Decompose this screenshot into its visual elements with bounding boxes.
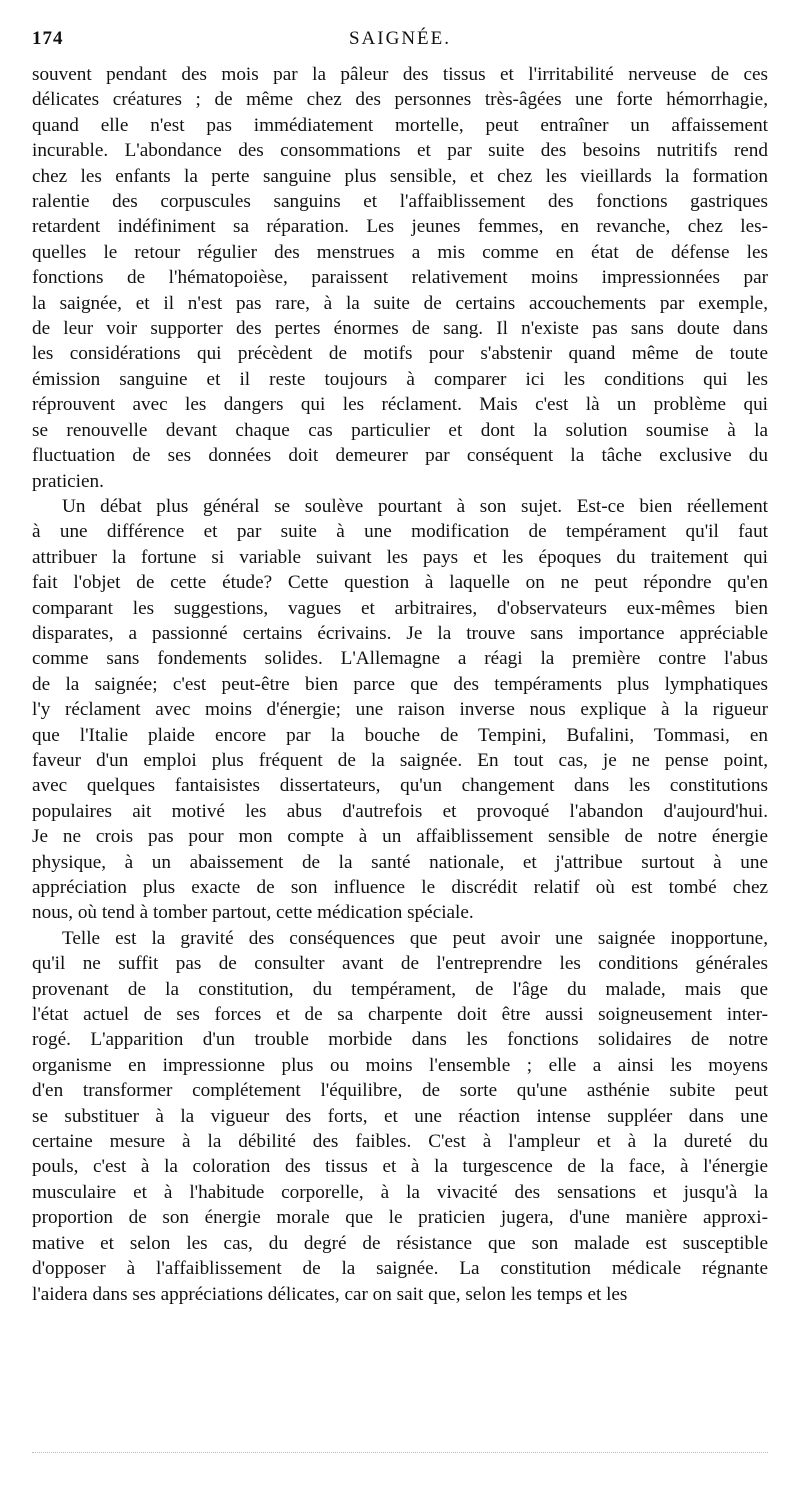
paragraph-3 [32,926,768,1307]
text-line: se renouvelle devant chaque cas particulier et dont la solution soumise à la [32,419,768,441]
text-line: disparates, a passionné certains écrivains. Je la trouve sans importance appréciable [32,622,768,644]
paragraph-2 [32,494,768,926]
text-line: proportion de son énergie morale que le praticien jugera, d'une manière approxi- [32,1207,768,1229]
running-title: SAIGNÉE. [348,28,452,49]
text-line: de la saignée; c'est peut-être bien parce que des tempéraments plus lymphatiques [32,673,768,695]
text-line: réprouvent avec les dangers qui les réclament. Mais c'est là un problème qui [32,394,768,416]
text-line: d'opposer à l'affaiblissement de la saignée. La constitution médicale régnante [32,1258,768,1280]
text-line: l'y réclament avec moins d'énergie; une raison inverse nous explique à la rigueur [32,699,768,721]
text-line: praticien. [32,470,104,492]
text-line: attribuer la fortune si variable suivant les pays et les époques du traitement qui [32,546,768,568]
text-line: qu'il ne suffit pas de consulter avant de l'entreprendre les conditions générales [32,953,768,975]
text-line: les considérations qui précèdent de motifs pour s'abstenir quand même de toute [32,343,768,365]
text-line: avec quelques fantaisistes dissertateurs, qu'un changement dans les constitutions [32,775,768,797]
page-bottom-edge [32,1452,768,1455]
text-line: fonctions de l'hématopoièse, paraissent relativement moins impressionnées par [32,267,768,289]
text-line: appréciation plus exacte de son influence le discrédit relatif où est tombé chez [32,877,768,898]
text-line: certaine mesure à la débilité des faibles. C'est à l'ampleur et à la dureté du [32,1131,768,1153]
text-line: de leur voir supporter des pertes énormes de sang. Il n'existe pas sans doute dans [32,318,768,340]
text-line: Telle est la gravité des conséquences que peut avoir une saignée inopportune, [62,927,768,949]
text-line: physique, à un abaissement de la santé nationale, et j'attribue surtout à une [32,851,768,873]
text-line: Je ne crois pas pour mon compte à un affaiblissement sensible de notre énergie [32,826,768,848]
text-line: fait l'objet de cette étude? Cette question à laquelle on ne peut répondre qu'en [32,572,768,594]
page-header [32,24,768,54]
text-line: souvent pendant des mois par la pâleur des tissus et l'irritabilité nerveuse de ces [32,64,768,85]
text-line: que l'Italie plaide encore par la bouche de Tempini, Bufalini, Tommasi, en [32,724,768,746]
text-line: se substituer à la vigueur des forts, et une réaction intense suppléer dans une [32,1105,768,1127]
text-line: comparant les suggestions, vagues et arbitraires, d'observateurs eux-mêmes bien [32,597,768,619]
text-line: mative et selon les cas, du degré de résistance que son malade est susceptible [32,1232,768,1254]
text-line: délicates créatures ; de même chez des personnes très-âgées une forte hémorrhagie, [32,89,768,111]
text-line: organisme en impressionne plus ou moins l'ensemble ; elle a ainsi les moyens [32,1054,768,1076]
text-line: à une différence et par suite à une modification de tempérament qu'il faut [32,521,768,543]
text-line: émission sanguine et il reste toujours à comparer ici les conditions qui les [32,368,768,390]
text-line: ralentie des corpuscules sanguins et l'affaiblissement des fonctions gastriques [32,191,768,213]
text-line: retardent indéfiniment sa réparation. Les jeunes femmes, en revanche, chez les- [32,216,768,238]
page-number: 174 [32,28,64,49]
text-line: pouls, c'est à la coloration des tissus et à la turgescence de la face, à l'énergie [32,1156,768,1178]
text-line: incurable. L'abondance des consommations et par suite des besoins nutritifs rend [32,140,768,162]
text-line: quelles le retour régulier des menstrues a mis comme en état de défense les [32,241,768,263]
text-line: rogé. L'apparition d'un trouble morbide dans les fonctions solidaires de notre [32,1029,768,1051]
text-line: l'aidera dans ses appréciations délicates, car on sait que, selon les temps et les [32,1283,628,1305]
text-line: la saignée, et il n'est pas rare, à la suite de certains accouchements par exemple, [32,292,768,314]
text-line: comme sans fondements solides. L'Allemagne a réagi la première contre l'abus [32,648,768,670]
text-line: musculaire et à l'habitude corporelle, à la vivacité des sensations et jusqu'à la [32,1181,768,1203]
text-line: fluctuation de ses données doit demeurer par conséquent la tâche exclusive du [32,445,768,467]
text-line: l'état actuel de ses forces et de sa charpente doit être aussi soigneusement inter- [32,1004,768,1026]
text-line: faveur d'un emploi plus fréquent de la saignée. En tout cas, je ne pense point, [32,749,768,771]
text-line: provenant de la constitution, du tempérament, de l'âge du malade, mais que [32,978,768,1000]
text-line: Un débat plus général se soulève pourtant à son sujet. Est-ce bien réellement [62,495,768,517]
text-line: chez les enfants la perte sanguine plus sensible, et chez les vieillards la formation [32,165,768,187]
book-page [32,24,768,1307]
text-line: quand elle n'est pas immédiatement mortelle, peut entraîner un affaissement [32,114,768,136]
text-line: populaires ait motivé les abus d'autrefois et provoqué l'abandon d'aujourd'hui. [32,800,768,822]
text-line: d'en transformer complétement l'équilibre, de sorte qu'une asthénie subite peut [32,1080,768,1102]
paragraph-1 [32,62,768,494]
body-text [32,62,768,1307]
text-line: nous, où tend à tomber partout, cette médication spéciale. [32,902,474,924]
